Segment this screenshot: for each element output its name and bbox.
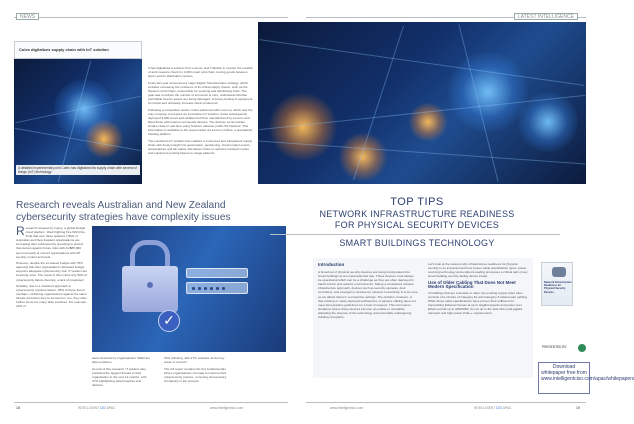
- sponsor-logo: [578, 344, 586, 352]
- whitepaper-cover-title: Network Infrastructure Readiness for Physical Security Devices: [544, 281, 572, 294]
- research-paragraph: As part of this research, IT leaders also predicted the biggest threats to their organisation in the next 12 months, with 37% highlighting data breaches and distress.: [92, 366, 147, 387]
- brand-suffix: APAC: [106, 406, 116, 410]
- toptips-paragraph: A broad set of physical security devices are being incorporated into smart buildings at an unprecedented rate. These devices must always be operational which can be a challenge as they are often deployed in harsh interior and outdoor environments. Taking a considered network infrastructure approach, devices such as security cameras, door controllers, and emergency devices for network connectivity is to be sure as we talked about in a enterprise settings. The problem, however, is that existing or newly deployed architecture or passive cabling does not meet best-practice guidelines for a host of reasons. This can lead to situations where these devices become un-usable or unreliable, defeating the purpose of the technology and potentially endangering building occupants.: [318, 270, 418, 320]
- coles-article-body: [148, 66, 253, 157]
- page-number-left: 18: [16, 406, 20, 410]
- toptips-col1: [318, 270, 418, 322]
- whitepaper-ad: [538, 256, 634, 396]
- padlock-image: [92, 226, 286, 352]
- camera-icon: [552, 267, 566, 277]
- toptips-title-line1: NETWORK INFRASTRUCTURE READINESS: [319, 209, 515, 219]
- toptips-col2: [428, 262, 528, 318]
- footer-rule-left: [14, 402, 288, 403]
- research-paragraph: alerts detected by organisations' SIEM are false positives.: [92, 356, 151, 365]
- network-image: [258, 22, 586, 184]
- toptips-paragraph: In buildings that are a decade or older, the existing copper plant often consists of a mixture of Category 5e and Category 6 twisted-pair cabling. While those cable specifications have proven their sufficient for transmitting Ethernet frames at up to Gigabit speeds and power over Ethernet PoE up to 30W/60W, it's not up to the task with multi-gigabit transport and high-power PoE++ requirements.: [428, 290, 528, 316]
- checkmark-icon: ✓: [158, 310, 180, 332]
- toptips-paragraph: Let's look at the reasons why infrastructure readiness for physical security is so important and how proper cable specification types, power sourcing technology and endpoint sealing processes a critical part of any smart building security facility device install.: [428, 262, 528, 279]
- research-dropcap: R: [16, 224, 25, 238]
- research-paragraph: 32% phishing, with 27% malware as the key areas of concern.: [164, 356, 225, 365]
- toptips-title-line2: FOR PHYSICAL SECURITY DEVICES: [334, 220, 500, 230]
- latest-intelligence-tag: LATEST INTELLIGENCE: [514, 13, 578, 20]
- brand-text: INTELLIGENT: [78, 406, 100, 410]
- footer-url-left[interactable]: www.intelligentcio.com: [210, 406, 244, 410]
- research-paragraph: However, despite the increased budget with 78% agreeing that their organisation's allocated budget supports adequate cybersecurity risk, IT leaders are investing more. The result of this is that only 50% of cybersecurity failure diversity, a lack of integrated: [16, 261, 88, 282]
- coles-paragraph: Coles last year announced a major Digital Transformation strategy, which includes increasing the resilience of its critical supply chains, such as the Western Cold Chain, responsible for sourcing and distributing fruits. The goal was to reduce the number of lost items to zero, understand whether perishable freezer assets are being damaged, improve pooling of equipment for transit and ultimately increase stock turnaround.: [148, 80, 253, 106]
- research-headline: Research reveals Australian and New Zealand cybersecurity strategies have complexity issues: [16, 200, 231, 223]
- footer-brand-left: [78, 406, 115, 410]
- toptips-rule: [270, 234, 560, 235]
- toptips-subtitle: SMART BUILDINGS TECHNOLOGY: [339, 238, 495, 248]
- footer-brand-right: [474, 406, 511, 410]
- research-paragraph: esearch released by Ivanty, a global budget cloud platform, titled Fighting Fire With Fire, finds that over three quarters (78%) of Australian and New Zealand organisations are increasing their cybersecurity spending to protect themselves against future risks with AU$85,000 spent annually at current organisations with AP security control and tools.: [16, 226, 86, 259]
- page-number-right: 19: [576, 406, 580, 410]
- research-col1: [16, 226, 88, 311]
- whitepaper-cover[interactable]: [541, 262, 573, 306]
- coles-photo-caption: A detailed experimentat point Coles has digitalized its supply chain with several of things (IoT) technology: [16, 165, 140, 175]
- username-field: [186, 268, 248, 278]
- footer-rule-right: [306, 402, 586, 403]
- presented-by-label: PRESENTED BY: [542, 345, 567, 349]
- research-col3: [164, 356, 230, 385]
- research-col2: [92, 356, 152, 389]
- brand-accent: CIO: [496, 406, 502, 410]
- intro-heading: Introduction: [318, 262, 345, 267]
- research-paragraph: Similarly, due to a scattered approach to cybersecurity implementation, 38% of these found overlaps, conflicting organisations against the same threats and when they're focused on, too, they often further focus too many false positives. For example, 42% of: [16, 284, 88, 309]
- coles-paragraph: It has digitalized a solution from Luxcom and T-Mobile to monitor the location of and measure check for 4,000 smart cold chain moving goods between farms and its distribution centres.: [148, 66, 254, 79]
- download-whitepaper-link[interactable]: Download whitepaper free from www.intelligentciso.com/apac/whitepapers: [538, 362, 590, 394]
- coles-article-title: Coles digitalizes supply chain with IoT solution: [19, 47, 109, 52]
- toptips-kicker: TOP TIPS: [390, 196, 444, 208]
- coles-paragraph: The combined IoT solution has enabled a connected and transparent supply chain with timely insight into geolocation, geofencing, shock impact events, temperatures and bin status and allows Coles to optimize transport routes and equipment pooling based on usage patterns.: [148, 138, 253, 155]
- brand-suffix: APAC: [502, 406, 512, 410]
- coles-article-box: [14, 41, 142, 59]
- header-rule-left: [14, 17, 288, 18]
- coles-photo: [14, 59, 142, 184]
- footer-url-right[interactable]: www.intelligentcio.com: [330, 406, 364, 410]
- coles-paragraph: Following a competitive tender, Coles partnered with Luxcom, which was the only company to propose an innovative IoT solution. Coles subsequently deployed 4,000 smart and reliable food bins manufactured by Luxcom and fitted those with Internet-connected devices. The devices communicate location data in real-time using Telstra's national, public 5G Network. This information is available to the supermarket via Luxcom Online, a specialized tracking platform.: [148, 107, 253, 137]
- news-tag: NEWS: [16, 13, 39, 20]
- older-cabling-heading: Use of Older Cabling That Does Not Meet Modern Specification: [428, 279, 516, 289]
- brand-accent: CIO: [100, 406, 106, 410]
- brand-text: INTELLIGENT: [474, 406, 496, 410]
- research-paragraph: The full report contains the five fundamentals where organisations can take to improve their cybersecurity posture, removing unnecessary complexity in the process.: [164, 366, 227, 383]
